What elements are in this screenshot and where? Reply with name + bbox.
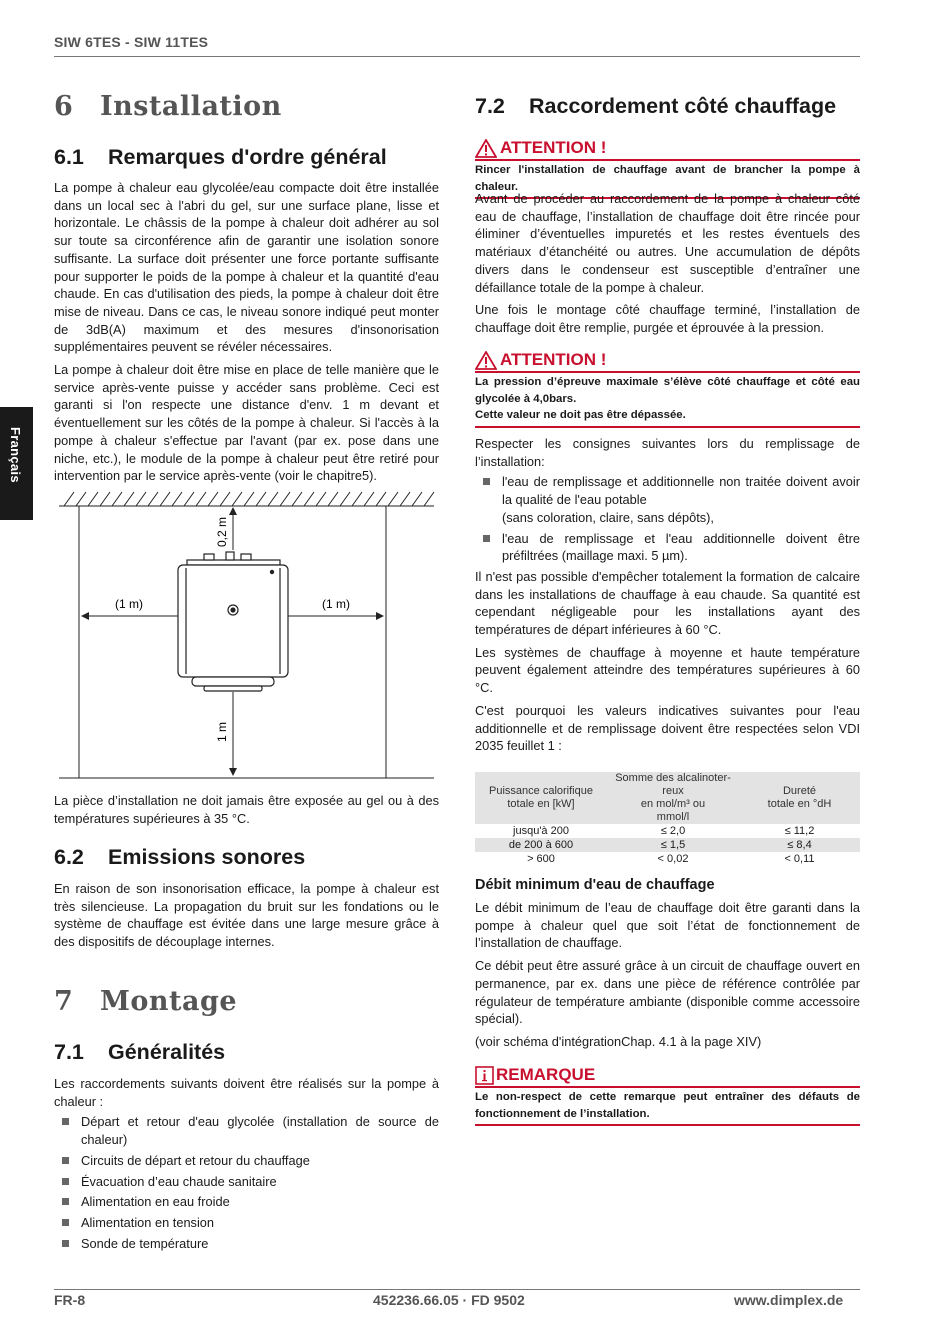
table-cell: > 600 (527, 853, 555, 865)
hatch-line (184, 492, 194, 506)
front-clearance-label: 1 m (215, 721, 229, 743)
hatch-line (76, 492, 86, 506)
warning-text: La pression d’épreuve maximale s’élève côté chauffage et côté eau glycolée à 4,0bars. (475, 376, 860, 405)
hatch-line (256, 492, 266, 506)
list-item: Évacuation d’eau chaude sanitaire (54, 1173, 439, 1191)
paragraph: La pièce d’installation ne doit jamais être exposée au gel ou à des températures supérieures à 35 °C. (54, 793, 439, 826)
paragraph: C'est pourquoi les valeurs indicatives suivantes pour l'eau additionnelle et de remplissage doivent être respectées selon VDI 2035 feuillet 1 : (475, 702, 860, 754)
table-row (475, 824, 860, 838)
section-7-1-body (54, 1075, 439, 1252)
table-cell: ≤ 1,5 (607, 838, 739, 852)
heat-pump-unit (178, 552, 288, 691)
hatch-line (340, 492, 350, 506)
table-cell: de 200 à 600 (475, 838, 607, 852)
hatch-line (64, 492, 74, 506)
warning-triangle-icon (475, 139, 497, 158)
hatch-line (352, 492, 362, 506)
hatch-line (220, 492, 230, 506)
section-7-2-heading: 7.2 Raccordement côté chauffage (475, 94, 837, 118)
hatch-line (280, 492, 290, 506)
warning-triangle-icon (475, 351, 497, 370)
section-6-2-heading: 6.2 Emissions sonores (54, 845, 306, 869)
hatch-line (196, 492, 206, 506)
footer-doc-number: 452236.66.05 · FD 9502 (373, 1292, 525, 1308)
warning-text: Rincer l'installation de chauffage avant de brancher la pompe à chaleur. (475, 164, 860, 193)
table-cell: jusqu'à 200 (513, 825, 569, 837)
water-quality-table (475, 772, 860, 866)
paragraph: Les systèmes de chauffage à moyenne et haute température peuvent également atteindre des températures supérieures à 60 °C. (475, 644, 860, 696)
warning-top-rule (475, 159, 860, 161)
section-7-2-body-c (475, 899, 860, 1051)
note-title: REMARQUE (496, 1065, 596, 1084)
table-cell: ≤ 2,0 (660, 825, 686, 837)
top-clearance-label: 0,2 m (215, 516, 229, 548)
note-top-rule (475, 1086, 860, 1088)
hatch-line (364, 492, 374, 506)
info-icon (475, 1066, 494, 1085)
right-clearance-label: (1 m) (322, 597, 350, 611)
hatch-line (100, 492, 110, 506)
hatch-line (232, 492, 242, 506)
hatch-line (316, 492, 326, 506)
column-header: Puissance calorifique totale en [kW] (475, 772, 607, 824)
section-7-1-heading: 7.1 Généralités (54, 1040, 226, 1064)
section-6-2-body (54, 880, 439, 951)
column-header: Dureté totale en °dH (739, 772, 860, 824)
paragraph: La pompe à chaleur doit être mise en place de telle manière que le service après-vente puisse y accéder sans problème. Ceci est garanti si l'on respecte une distance d'env. 1 m devant et éventuellement sur les côtés de la pompe à chaleur. Si l'accès à la pompe à chaleur s'effectue par l'avant (par ex. pose dans une niche, etc.), le module de la pompe à chaleur peut être retiré pour intervention par le service après-vente (voir le chapitre5). (54, 362, 439, 484)
warning-bottom-rule (475, 426, 860, 428)
minimum-flow-heading: Débit minimum d'eau de chauffage (475, 877, 715, 893)
table-cell: ≤ 8,4 (739, 838, 860, 852)
table-cell: < 0,02 (657, 853, 689, 865)
hatch-line (400, 492, 410, 506)
hatch-line (172, 492, 182, 506)
section-6-1-body (54, 179, 439, 485)
paragraph: En raison de son insonorisation efficace, la pompe à chaleur est très silencieuse. La propagation du bruit sur les fondations ou le système de chauffage est évitée dans une large mesure grâce à des dispositifs de découplage internes. (54, 881, 439, 950)
list-item: Départ et retour d'eau glycolée (installation de source de chaleur) (54, 1113, 439, 1148)
left-clearance-label: (1 m) (115, 597, 143, 611)
warning-title: ATTENTION ! (500, 138, 607, 157)
hatch-line (208, 492, 218, 506)
table-header-row (475, 772, 860, 824)
paragraph: Il n'est pas possible d'empêcher totalement la formation de calcaire dans les installations de chauffage à eau chaude. Sa quantité est cependant négligeable pour les installations ayant des températures de départ inférieures à 60 °C. (475, 568, 860, 638)
paragraph: (voir schéma d'intégrationChap. 4.1 à la page XIV) (475, 1033, 762, 1049)
section-6-heading: 6 Installation (54, 91, 282, 122)
section-6-1-body-end (54, 792, 439, 827)
paragraph: Avant de procéder au raccordement de la pompe à chaleur côté eau de chauffage, l’installation de chauffage doit être rincée pour éliminer d’éventuelles impuretés et les restes éventuels des matériaux d’étanchéité ou autres. Une accumulation de dépôts divers dans le condenseur est susceptible d’entraîner une défaillance totale de la pompe à chaleur. (475, 191, 860, 295)
list-item: Alimentation en eau froide (54, 1193, 439, 1211)
hatch-line (160, 492, 170, 506)
list-item: Circuits de départ et retour du chauffage (54, 1152, 439, 1170)
list-item: Sonde de température (54, 1235, 439, 1253)
footer-website: www.dimplex.de (734, 1292, 844, 1308)
language-tab-label: Français (8, 427, 23, 483)
column-header: Somme des alcalinoter- reux en mol/m³ ou mmol/l (607, 772, 739, 824)
note-text: Le non-respect de cette remarque peut entraîner des défauts de fonctionnement de l’installation. (475, 1091, 860, 1120)
language-tab (0, 407, 33, 520)
list-item: l'eau de remplissage et l'eau additionnelle doivent être préfiltrées (maillage maxi. 5 µm). (475, 530, 860, 565)
note-bottom-rule (475, 1124, 860, 1126)
hatch-line (136, 492, 146, 506)
hatch-line (112, 492, 122, 506)
list-item: Alimentation en tension (54, 1214, 439, 1232)
warning-box-pressure (475, 350, 860, 428)
header-rule (54, 56, 860, 57)
hatch-line (388, 492, 398, 506)
document-header: SIW 6TES - SIW 11TES (54, 34, 209, 50)
warning-title: ATTENTION ! (500, 350, 607, 369)
footer-rule (54, 1289, 860, 1290)
hatch-line (268, 492, 278, 506)
installation-clearance-diagram (54, 488, 439, 780)
paragraph: Respecter les consignes suivantes lors du remplissage de l’installation: (475, 436, 860, 469)
section-7-2-body-b (475, 435, 860, 755)
section-6-1-heading: 6.1 Remarques d'ordre général (54, 145, 387, 169)
hatch-line (376, 492, 386, 506)
hatch-line (124, 492, 134, 506)
paragraph: Le débit minimum de l’eau de chauffage doit être garanti dans la pompe à chaleur quel que soit l’état de fonctionnement de l’installation de chauffage. (475, 900, 860, 951)
paragraph: La pompe à chaleur eau glycolée/eau compacte doit être installée dans un local sec à l'abri du gel, sur une surface plane, lisse et horizontale. Le châssis de la pompe à chaleur doit adhérer au sol sur toute sa circonférence afin de garantir une isolation sonore suffisante. La surface doit présenter une force portante suffisante pour supporter le poids de la pompe à chaleur et la quantité d'eau chaude. En cas d'utilisation des pieds, la pompe à chaleur doit être mise de niveau. Dans ce cas, le niveau sonore indiqué peut monter de 3dB(A) maximum et des mesures d'insonorisation supplémentaires peuvent se révéler nécessaires. (54, 180, 439, 355)
hatch-line (148, 492, 158, 506)
filling-rules-list (475, 473, 860, 565)
table-row (475, 838, 860, 852)
table-cell: ≤ 11,2 (784, 825, 815, 837)
paragraph: Les raccordements suivants doivent être réalisés sur la pompe à chaleur : (54, 1076, 439, 1109)
connections-list (54, 1113, 439, 1252)
section-7-heading: 7 Montage (54, 986, 238, 1017)
hatch-line (244, 492, 254, 506)
table-row (475, 852, 860, 866)
warning-top-rule (475, 371, 860, 373)
ceiling-hatch (59, 492, 434, 506)
hatch-line (304, 492, 314, 506)
paragraph: Ce débit peut être assuré grâce à un circuit de chauffage ouvert en permanence, par ex. dans une pièce de référence contrôlée par régulateur de température ambiante (disponible comme accessoire spécial). (475, 958, 860, 1027)
hatch-line (424, 492, 434, 506)
note-box (475, 1065, 860, 1126)
section-7-2-body-a (475, 190, 860, 337)
hatch-line (328, 492, 338, 506)
hatch-line (292, 492, 302, 506)
footer-page-number: FR-8 (54, 1292, 86, 1308)
paragraph: Une fois le montage côté chauffage terminé, l’installation de chauffage doit être remplie, purgée et éprouvée à la pression. (475, 302, 860, 335)
hatch-line (88, 492, 98, 506)
table-cell: < 0,11 (784, 853, 815, 865)
list-item: l'eau de remplissage et additionnelle non traitée doivent avoir la qualité de l'eau potable (sans coloration, claire, sans dépôts), (475, 473, 860, 526)
warning-text: Cette valeur ne doit pas être dépassée. (475, 409, 686, 421)
hatch-line (412, 492, 422, 506)
